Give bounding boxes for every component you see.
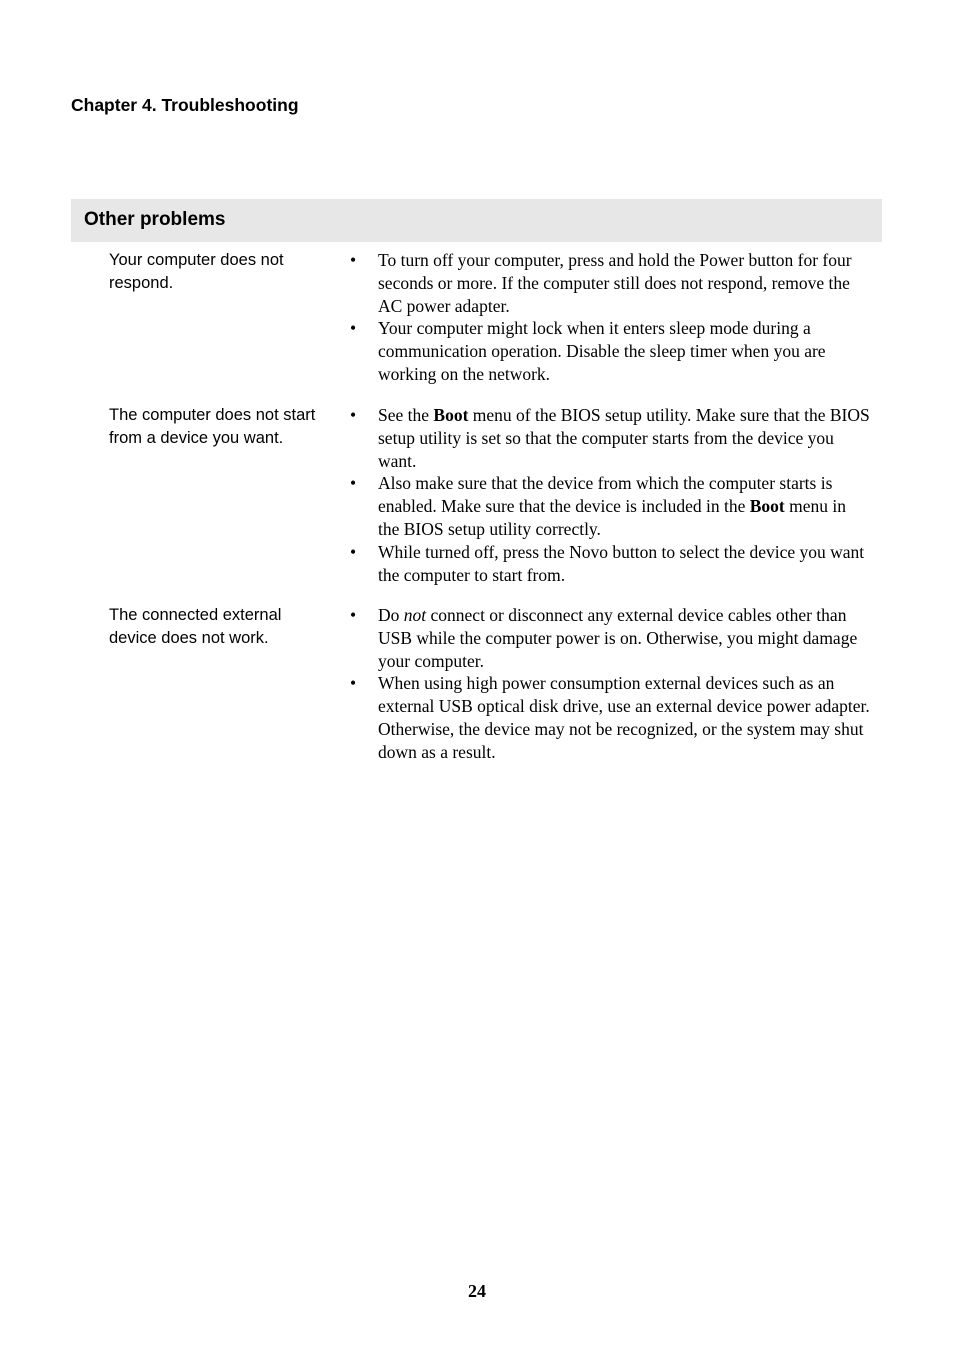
problem-label: Your computer does not respond. bbox=[109, 251, 284, 292]
solution-item bbox=[350, 541, 870, 587]
solution-text: See the bbox=[378, 405, 434, 425]
page-number: 24 bbox=[468, 1281, 486, 1301]
bullet-icon: • bbox=[350, 318, 357, 339]
solution-text: connect or disconnect any external device cables other than USB while the computer power is on. Otherwise, you might damage your computer. bbox=[378, 605, 858, 671]
menu-name-emphasis: Boot bbox=[749, 496, 785, 517]
section-title: Other problems bbox=[84, 209, 226, 230]
solution-item bbox=[350, 249, 870, 317]
solution-list bbox=[350, 404, 870, 586]
bullet-icon: • bbox=[350, 605, 357, 625]
solution-text: When using high power consumption external devices such as an external USB optical disk drive, use an external device power adapter. Otherwise, the device may not be recognized, or the system may shut down as a result. bbox=[378, 673, 870, 762]
problem-label: The computer does not start from a device you want. bbox=[109, 406, 316, 447]
bullet-icon: • bbox=[350, 541, 357, 562]
solution-list bbox=[350, 249, 870, 386]
solution-list bbox=[350, 604, 870, 764]
solution-item bbox=[350, 604, 870, 672]
solution-text: Do bbox=[378, 605, 404, 625]
solution-text: While turned off, press the Novo button to select the device you want the computer to start from. bbox=[378, 541, 865, 585]
problem-label: The connected external device does not work. bbox=[109, 606, 282, 647]
emphasis-text: not bbox=[403, 605, 427, 625]
solution-text: menu in the BIOS setup utility correctly. bbox=[378, 496, 846, 539]
solution-item bbox=[350, 472, 870, 540]
bullet-icon: • bbox=[350, 405, 357, 425]
solution-item bbox=[350, 317, 870, 385]
solution-text: menu of the BIOS setup utility. Make sure that the BIOS setup utility is set so that the computer starts from the device you want. bbox=[378, 405, 870, 471]
solution-text: To turn off your computer, press and hold the Power button for four seconds or more. If the computer still does not respond, remove the AC power adapter. bbox=[378, 250, 852, 316]
solution-text: Your computer might lock when it enters sleep mode during a communication operation. Disable the sleep timer when you are working on the network. bbox=[378, 318, 826, 384]
bullet-icon: • bbox=[350, 673, 357, 694]
bullet-icon: • bbox=[350, 473, 357, 494]
solution-text: Also make sure that the device from which the computer starts is enabled. Make sure that the device is included in the bbox=[378, 473, 833, 517]
solution-item bbox=[350, 404, 870, 472]
section-header-bar bbox=[71, 199, 882, 242]
chapter-header: Chapter 4. Troubleshooting bbox=[71, 95, 299, 115]
solution-item bbox=[350, 672, 870, 763]
bullet-icon: • bbox=[350, 250, 357, 270]
menu-name-emphasis: Boot bbox=[433, 405, 469, 425]
